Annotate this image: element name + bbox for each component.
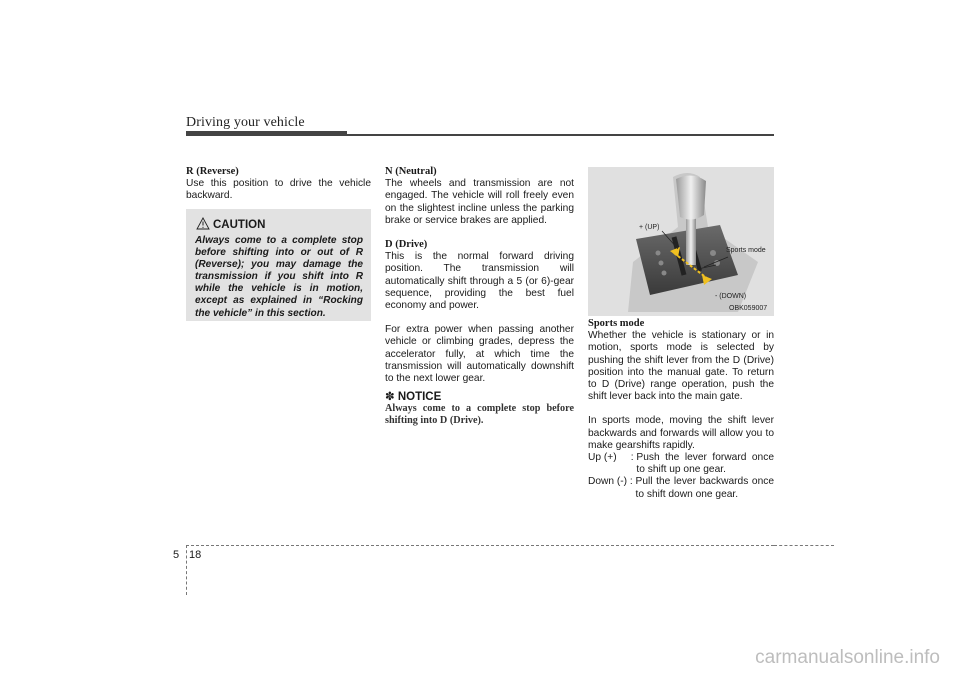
drive-text: This is the normal forward driving position. The transmission will automatically shift through a 5 (or 6)-gear sequence, providing the best fuel economy and power. (385, 251, 574, 312)
caution-title: CAUTION (213, 219, 266, 231)
neutral-text: The wheels and transmission are not engaged. The vehicle will roll freely even on the slightest incline unless the parking brake or service brakes are applied. (385, 178, 574, 226)
footer-rule (186, 545, 774, 546)
up-desc: Push the lever forward once to shift up one gear. (636, 452, 774, 476)
neutral-heading: N (Neutral) (385, 166, 437, 177)
page-number: 18 (189, 549, 202, 561)
down-term: Down (-) : (588, 476, 636, 488)
footer-rule-ext (774, 545, 834, 546)
header-accent-bar (186, 131, 347, 136)
warning-triangle-icon (196, 217, 210, 230)
label-up: + (UP) (639, 224, 660, 231)
down-desc: Pull the lever backwards once to shift down one gear. (635, 476, 774, 500)
label-down: - (DOWN) (715, 293, 747, 300)
sports-mode-text-2: In sports mode, moving the shift lever backwards and forwards will allow you to make gearshifts rapidly. (588, 415, 774, 451)
reverse-heading: R (Reverse) (186, 166, 239, 177)
figure-code: OBK059007 (729, 305, 768, 312)
notice-title: ✽ NOTICE (385, 391, 442, 403)
column-3 (588, 318, 774, 501)
watermark: carmanualsonline.info (755, 647, 940, 668)
section-title: Driving your vehicle (186, 115, 305, 130)
footer-vertical-rule (186, 545, 187, 595)
caution-text: Always come to a complete stop before shifting into or out of R (Reverse); you may damage the transmission if you shift into R while the vehicle is in motion, except as explained in “Rocking the vehicle” in this section. (195, 235, 363, 319)
reverse-text: Use this position to drive the vehicle backward. (186, 178, 371, 202)
caution-box (186, 209, 371, 321)
label-sports-mode: Sports mode (726, 247, 766, 254)
shift-lever-figure (588, 167, 774, 316)
down-definition (588, 476, 774, 500)
sports-mode-text: Whether the vehicle is stationary or in motion, sports mode is selected by pushing the shift lever from the D (Drive) position into the manual gate. To return to D (Drive) range operation, push the shift lever back into the main gate. (588, 330, 774, 403)
up-definition (588, 452, 774, 476)
column-1 (186, 166, 371, 203)
sports-mode-heading: Sports mode (588, 318, 645, 329)
chapter-number: 5 (173, 549, 180, 561)
drive-heading: D (Drive) (385, 239, 428, 251)
notice-text: Always come to a complete stop before shifting into D (Drive). (385, 403, 574, 426)
column-2 (385, 166, 574, 385)
extra-power-text: For extra power when passing another vehicle or climbing grades, depress the accelerator fully, at which time the transmission will automatically downshift to the next lower gear. (385, 324, 574, 385)
up-term: Up (+) : (588, 452, 637, 464)
